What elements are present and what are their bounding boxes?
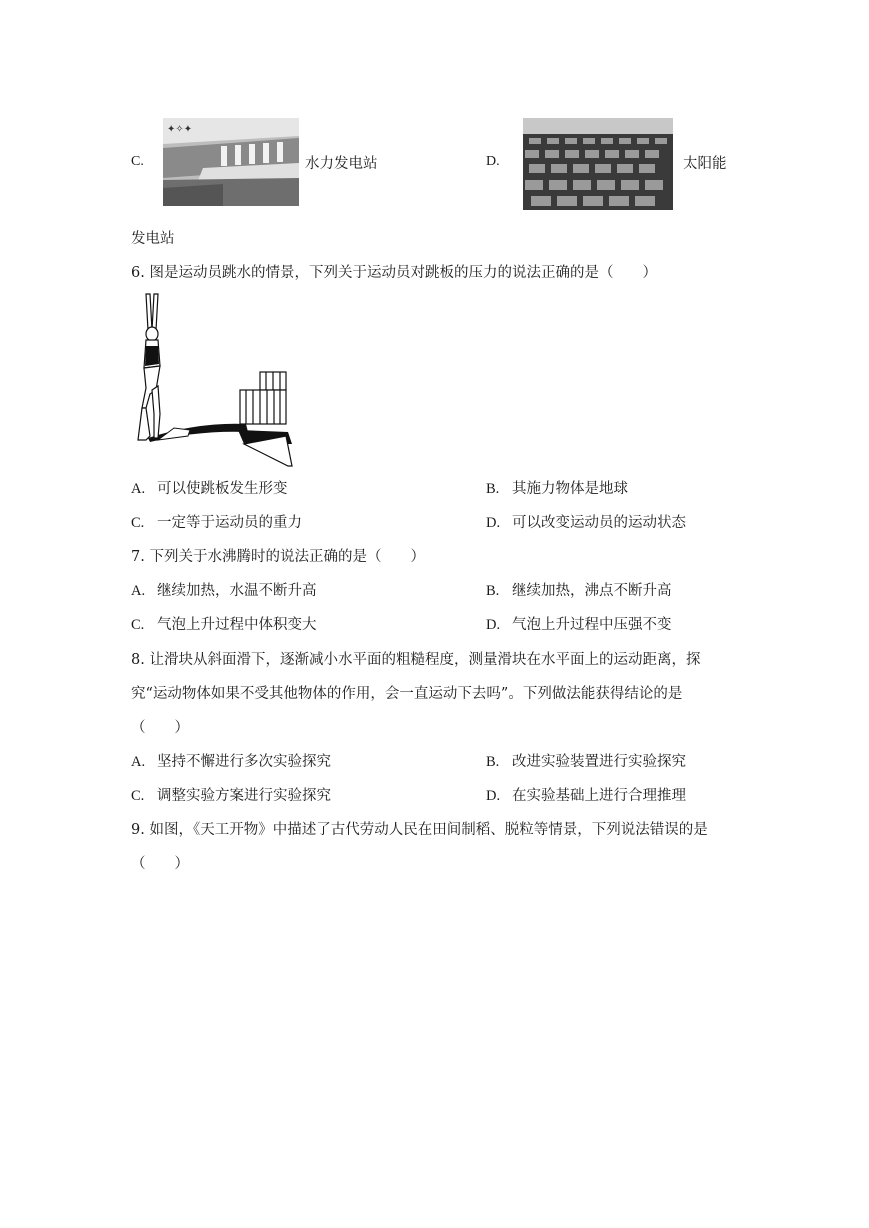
- option-text: 在实验基础上进行合理推理: [512, 788, 686, 804]
- q8-option-b[interactable]: [486, 750, 686, 771]
- q6-option-b[interactable]: [486, 477, 628, 498]
- option-label: B.: [486, 583, 500, 599]
- q8-stem-line-1: 8. 让滑块从斜面滑下，逐渐减小水平面的粗糙程度，测量滑块在水平面上的运动距离，探: [131, 652, 701, 668]
- hydropower-station-photo: [163, 118, 299, 206]
- dam-icon: [163, 118, 299, 206]
- option-text: 可以使跳板发生形变: [157, 481, 288, 497]
- diving-board-figure: [128, 290, 300, 470]
- q9-stem-line-1: 9. 如图，《天工开物》中描述了古代劳动人民在田间制稻、脱粒等情景，下列说法错误的是: [131, 822, 708, 838]
- q7-option-a[interactable]: [131, 579, 317, 600]
- option-label: C.: [131, 515, 145, 531]
- option-text: 气泡上升过程中压强不变: [512, 617, 672, 633]
- q7-option-c[interactable]: [131, 613, 317, 634]
- option-text: 气泡上升过程中体积变大: [157, 617, 317, 633]
- q6-option-a[interactable]: [131, 477, 288, 498]
- q7-option-d[interactable]: [486, 613, 672, 634]
- q6-option-d[interactable]: [486, 511, 686, 532]
- option-text: 改进实验装置进行实验探究: [512, 754, 686, 770]
- option-label: C.: [131, 617, 145, 633]
- svg-text:✦✧✦: ✦✧✦: [167, 124, 193, 135]
- diver-on-springboard-icon: [128, 290, 300, 470]
- solar-field-icon: [523, 118, 673, 210]
- solar-power-station-photo: [523, 118, 673, 210]
- option-label: D.: [486, 515, 501, 531]
- q5-option-c-label: C.: [131, 154, 144, 169]
- q6-stem: 6. 图是运动员跳水的情景，下列关于运动员对跳板的压力的说法正确的是（ ）: [131, 265, 657, 281]
- q7-stem: 7. 下列关于水沸腾时的说法正确的是（ ）: [131, 549, 425, 565]
- q8-option-a[interactable]: [131, 750, 331, 771]
- q5-option-c-text: 水力发电站: [305, 156, 378, 172]
- q5-option-d-text: 太阳能: [683, 156, 727, 172]
- option-label: C.: [131, 788, 145, 804]
- option-text: 可以改变运动员的运动状态: [512, 515, 686, 531]
- option-label: A.: [131, 754, 146, 770]
- option-label: B.: [486, 754, 500, 770]
- option-label: A.: [131, 481, 146, 497]
- q8-option-c[interactable]: [131, 784, 331, 805]
- option-label: D.: [486, 617, 501, 633]
- q8-option-d[interactable]: [486, 784, 686, 805]
- option-text: 坚持不懈进行多次实验探究: [157, 754, 331, 770]
- option-text: 继续加热，水温不断升高: [157, 583, 317, 599]
- option-text: 调整实验方案进行实验探究: [157, 788, 331, 804]
- option-label: D.: [486, 788, 501, 804]
- option-text: 其施力物体是地球: [512, 481, 628, 497]
- option-text: 继续加热，沸点不断升高: [512, 583, 672, 599]
- q8-stem-line-3: （ ）: [131, 720, 189, 736]
- q5-option-d-text-continued: 发电站: [131, 231, 175, 247]
- q6-option-c[interactable]: [131, 511, 302, 532]
- option-label: B.: [486, 481, 500, 497]
- q5-option-d-label: D.: [486, 154, 500, 169]
- option-label: A.: [131, 583, 146, 599]
- q9-stem-line-2: （ ）: [131, 856, 189, 872]
- q8-stem-line-2: 究“运动物体如果不受其他物体的作用，会一直运动下去吗”。下列做法能获得结论的是: [131, 686, 683, 702]
- option-text: 一定等于运动员的重力: [157, 515, 302, 531]
- q7-option-b[interactable]: [486, 579, 672, 600]
